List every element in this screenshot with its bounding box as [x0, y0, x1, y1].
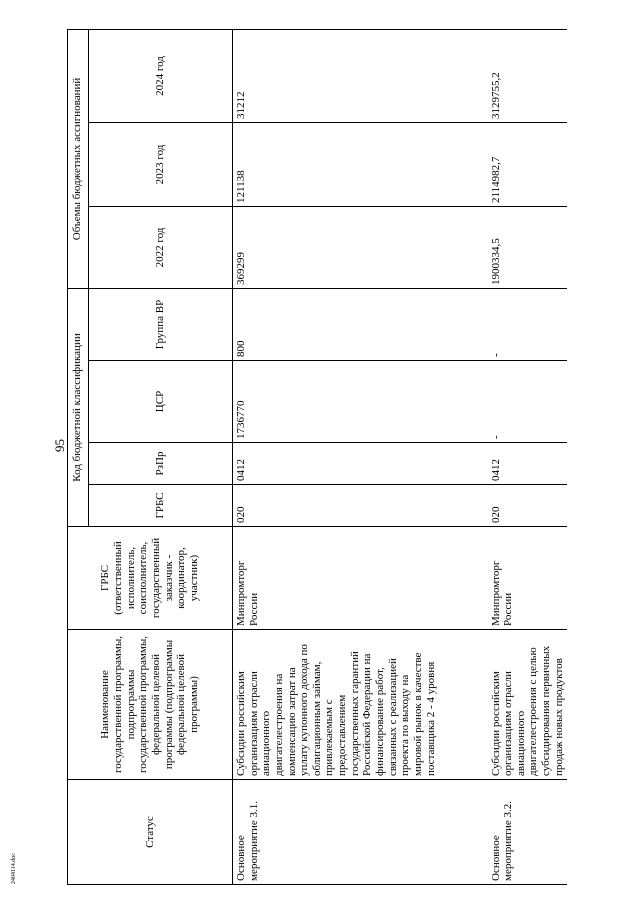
header-rzpr: РзПр: [88, 443, 232, 485]
row-csr: 1736770: [233, 361, 488, 443]
budget-table: [67, 29, 567, 885]
file-label: 2404114.doc: [11, 853, 17, 884]
row-2024: 3129755,2: [488, 29, 568, 122]
header-status: Статус: [68, 780, 233, 885]
row-grbs-name: Минпромторг России: [488, 527, 568, 630]
header-name: Наименование государственной программы, подпрограммы государственной программы, федеральной целевой программы (подпрограммы федеральной целевой программы): [68, 630, 233, 780]
row-2023: 121138: [233, 122, 488, 206]
table-row: [233, 29, 488, 884]
row-rzpr: 0412: [488, 443, 568, 485]
header-volume-group: Объемы бюджетных ассигнований: [68, 29, 89, 288]
header-grbs: ГРБС: [88, 485, 232, 527]
row-name: Субсидии российским организациям отрасли авиационного двигателестроения с целью субсидирования первичных продаж новых продуктов: [488, 630, 568, 780]
row-name: Субсидии российским организациям отрасли авиационного двигателестроения на компенсацию затрат на уплату купонного дохода по облигационным займам, привлекаемым с предоставлением государственных гарантий Российской Федерации на финансирование работ, связанных с реализацией проекта по выходу на мировой рынок в качестве поставщика 2 - 4 уровня: [233, 630, 488, 780]
header-2022: 2022 год: [88, 206, 232, 288]
row-2024: 31212: [233, 29, 488, 122]
row-2023: 2114982,7: [488, 122, 568, 206]
header-csr: ЦСР: [88, 361, 232, 443]
rotated-table-page: [67, 30, 565, 885]
row-grbs-name: Минпромторг России: [233, 527, 488, 630]
row-status: Основное мероприятие 3.2.: [488, 780, 568, 885]
header-grbs-full: ГРБС (ответственный исполнитель, соисполнитель, государственный заказчик - координатор, участник): [68, 527, 233, 630]
header-2023: 2023 год: [88, 122, 232, 206]
row-rzpr: 0412: [233, 443, 488, 485]
row-vr: -: [488, 288, 568, 360]
page-number: 95: [52, 439, 67, 452]
row-vr: 800: [233, 288, 488, 360]
table-row: [488, 29, 568, 884]
header-2024: 2024 год: [88, 29, 232, 122]
row-csr: -: [488, 361, 568, 443]
header-vr: Группа ВР: [88, 288, 232, 360]
row-2022: 1900334,5: [488, 206, 568, 288]
header-code-group: Код бюджетной классификации: [68, 288, 89, 526]
row-grbs: 020: [488, 485, 568, 527]
row-grbs: 020: [233, 485, 488, 527]
row-status: Основное мероприятие 3.1.: [233, 780, 488, 885]
row-2022: 369299: [233, 206, 488, 288]
